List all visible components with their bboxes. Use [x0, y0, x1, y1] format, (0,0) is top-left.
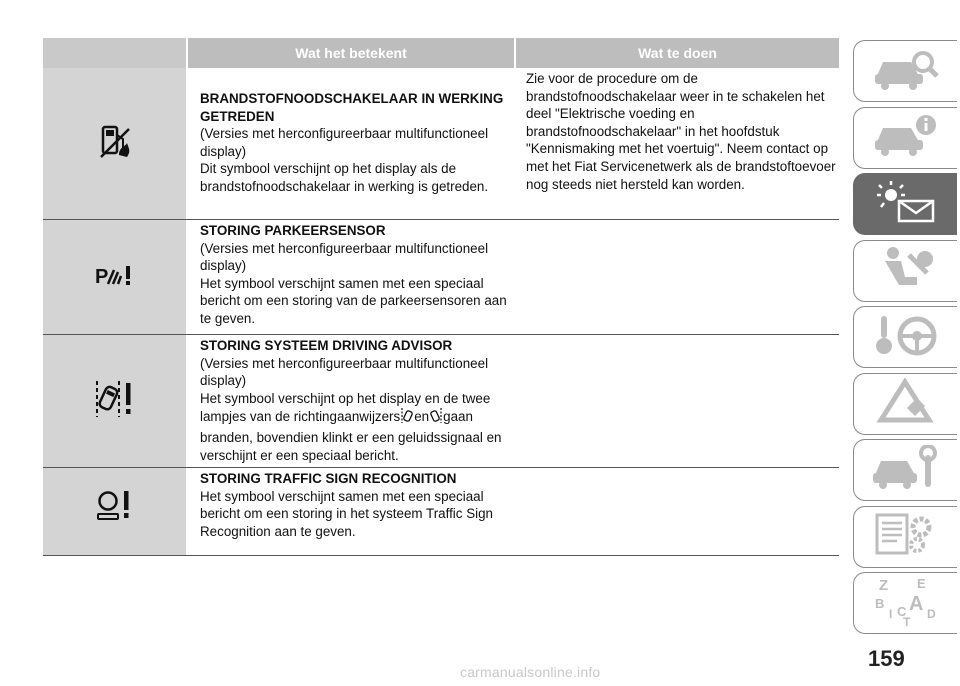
action-text: Zie voor de procedure om de brandstofnoodschakelaar weer in te schakelen het deel "Elektrische voeding en brandstofnoodschakelaar" in het hoofdstuk "Kennismaking met het voertuig". Neem contact op met het Fiat Servicenetwerk als de brandstoftoevoer nog steeds niet hersteld kan worden.	[526, 71, 836, 192]
sentence-part: Het symbool verschijnt op het display en de twee lampjes van de richtingaanwijzers	[200, 390, 491, 425]
table-row	[43, 468, 839, 556]
index-letter: T	[902, 614, 910, 626]
table-row	[43, 335, 839, 468]
warning-lights-table	[43, 38, 839, 556]
table-row	[43, 68, 839, 220]
seat-airbag-icon	[871, 245, 941, 296]
sentence-part: gaan branden, bovendien klinkt er een geluidssignaal en verschijnt er een speciaal bericht.	[200, 409, 502, 463]
tab-technical-specs[interactable]	[853, 506, 957, 568]
meaning-cell	[188, 220, 514, 334]
index-letter: I	[888, 606, 892, 621]
car-wrench-icon	[871, 445, 941, 496]
header-icon-cell	[43, 38, 186, 68]
row-text: Dit symbool verschijnt op het display als de brandstofnoodschakelaar in werking is getreden.	[200, 161, 489, 194]
icon-cell	[43, 220, 186, 334]
breakdown-warning-triangle-icon	[871, 378, 941, 429]
sentence-part: en	[414, 409, 430, 425]
car-search-icon	[871, 46, 941, 97]
tab-safety[interactable]	[853, 240, 957, 302]
specs-gears-icon	[871, 511, 941, 562]
tab-maintenance[interactable]	[853, 439, 957, 501]
row-sentence	[200, 390, 514, 464]
index-letter: C	[896, 603, 906, 619]
action-cell	[516, 335, 839, 467]
tab-knowing-your-car[interactable]	[853, 40, 957, 102]
meaning-cell	[188, 335, 514, 467]
action-cell	[516, 220, 839, 334]
table-header	[43, 38, 839, 68]
index-letter: Z	[878, 576, 888, 594]
lane-left-icon	[400, 407, 414, 429]
lane-right-icon	[429, 407, 443, 429]
car-info-icon	[871, 112, 941, 163]
index-letter: D	[926, 606, 936, 621]
row-title: STORING TRAFFIC SIGN RECOGNITION	[200, 471, 457, 486]
svg-text:P: P	[94, 265, 108, 288]
icon-cell	[43, 335, 186, 467]
steering-key-icon	[871, 312, 941, 363]
header-meaning: Wat het betekent	[188, 38, 514, 68]
driving-advisor-failure-icon	[93, 377, 137, 426]
alphabetical-index-icon	[871, 576, 941, 631]
row-text: (Versies met herconfigureerbaar multifunctioneel display)	[200, 355, 489, 389]
row-title: STORING SYSTEEM DRIVING ADVISOR	[200, 338, 453, 353]
index-letter: E	[916, 575, 926, 591]
index-letter: A	[908, 592, 923, 615]
row-text: Het symbool verschijnt samen met een speciaal bericht om een storing in het systeem Traffic Sign Recognition aan te geven.	[200, 488, 493, 539]
table-row	[43, 220, 839, 335]
fuel-cutoff-icon	[95, 121, 135, 166]
row-text: (Versies met herconfigureerbaar multifunctioneel display)	[200, 240, 489, 274]
traffic-sign-recognition-failure-icon	[95, 490, 135, 529]
parking-sensor-failure-icon	[94, 262, 136, 293]
page-number: 159	[868, 646, 905, 671]
chapter-tabs	[853, 40, 957, 639]
tab-warning-lights[interactable]	[853, 173, 957, 235]
warning-light-message-icon	[871, 179, 941, 230]
meaning-cell	[188, 468, 514, 555]
action-cell	[516, 68, 839, 219]
row-title: STORING PARKEERSENSOR	[200, 223, 386, 238]
row-text: (Versies met herconfigureerbaar multifunctioneel display)	[200, 126, 489, 159]
meaning-cell	[188, 68, 514, 219]
tab-emergency[interactable]	[853, 373, 957, 435]
tab-index[interactable]	[853, 572, 957, 634]
index-letter: B	[874, 595, 884, 611]
row-title: BRANDSTOFNOODSCHAKELAAR IN WERKING GETREDEN	[200, 91, 504, 124]
action-cell	[516, 468, 839, 555]
row-text: Het symbool verschijnt samen met een speciaal bericht om een storing van de parkeersensoren aan te geven.	[200, 275, 507, 326]
icon-cell	[43, 468, 186, 555]
header-action: Wat te doen	[516, 38, 839, 68]
watermark: carmanualsonline.info	[460, 664, 601, 680]
tab-starting-driving[interactable]	[853, 306, 957, 368]
icon-cell	[43, 68, 186, 219]
tab-information[interactable]	[853, 107, 957, 169]
